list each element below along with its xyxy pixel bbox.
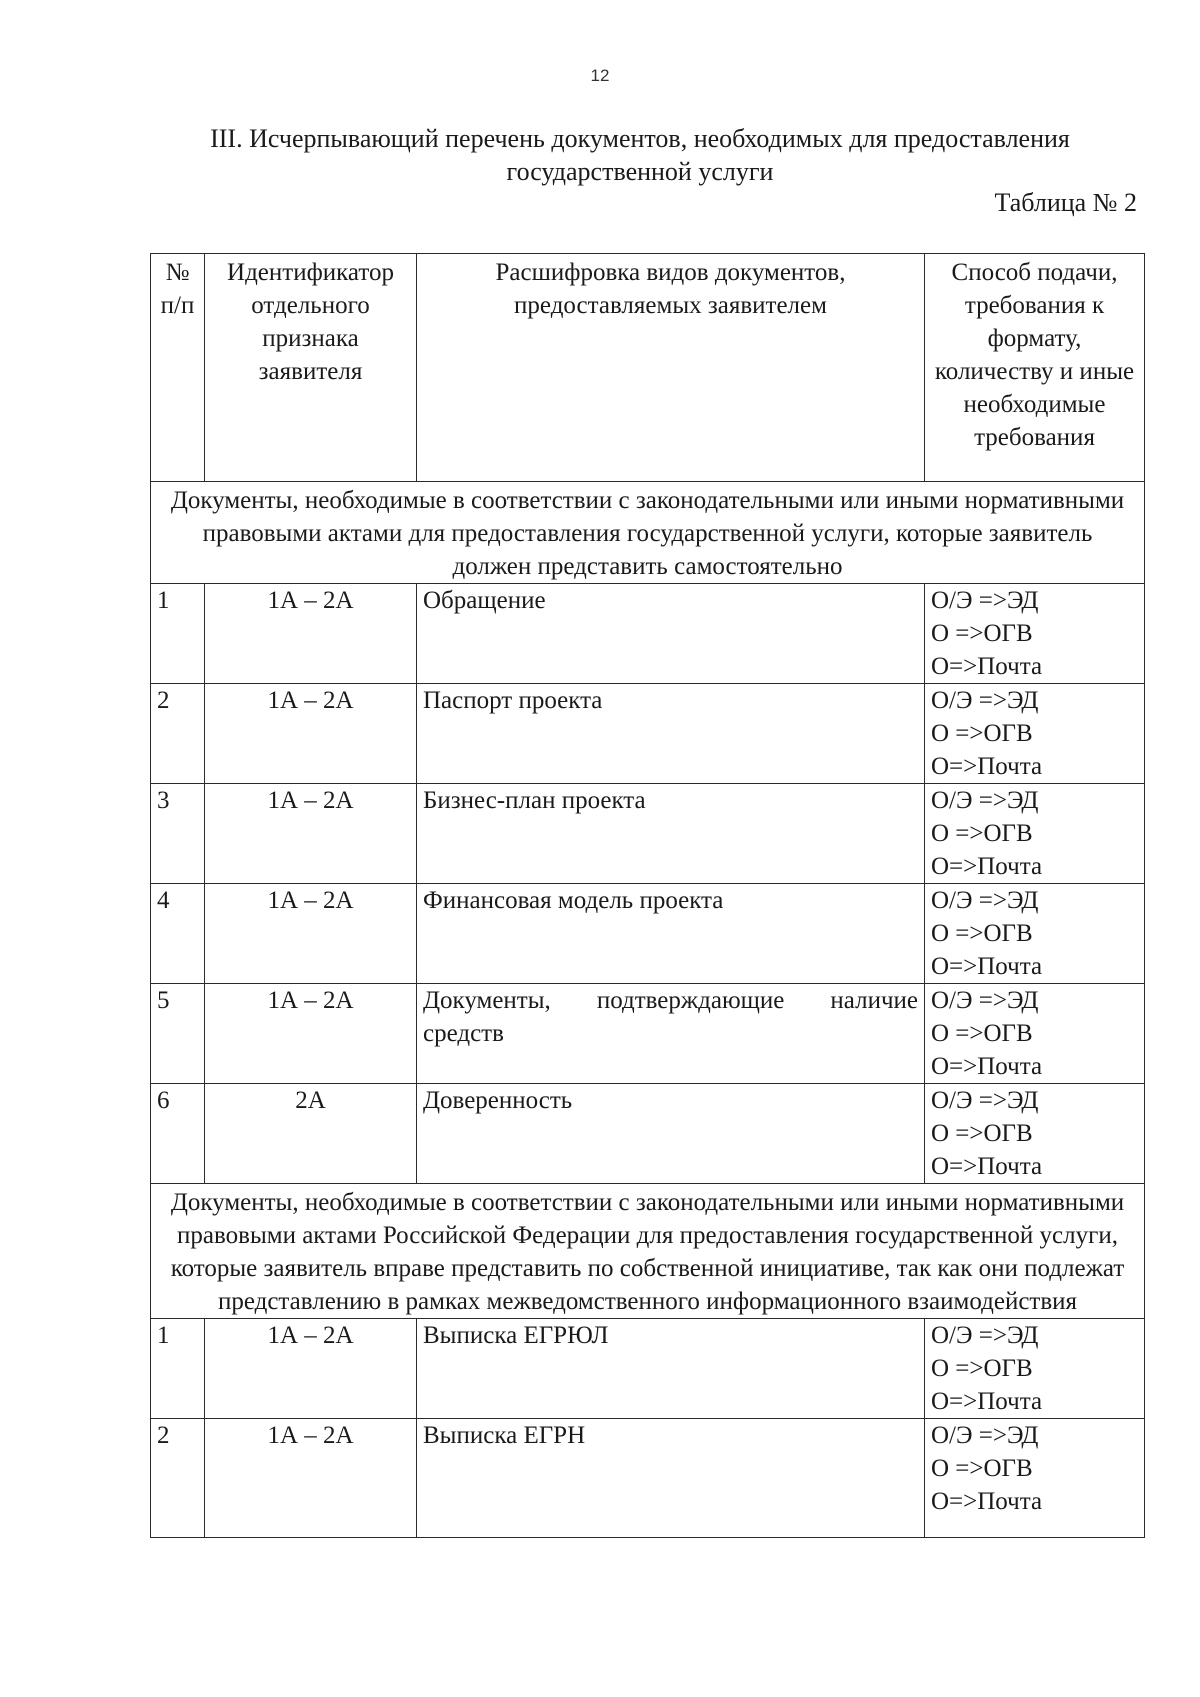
row-identifier: 1А – 2А — [205, 784, 417, 884]
table-row — [151, 684, 1145, 784]
method-line: О=>Почта — [931, 653, 1043, 680]
section-heading: Документы, необходимые в соответствии с законодательными или иными нормативными правовыми актами Российской Федерации для предоставления государственной услуги, которые заявитель вправе представить по собственной инициативе, так как они подлежат представлению в рамках межведомственного информационного взаимодействия — [151, 1184, 1145, 1319]
page-number: 12 — [590, 66, 610, 85]
method-line: О =>ОГВ — [931, 1355, 1033, 1382]
method-line: О =>ОГВ — [931, 620, 1033, 647]
header-identifier: Идентификатор отдельного признака заявителя — [205, 254, 417, 482]
row-description: Финансовая модель проекта — [417, 884, 925, 984]
method-line: О=>Почта — [931, 1153, 1043, 1180]
row-description: Бизнес-план проекта — [417, 784, 925, 884]
row-method — [925, 1084, 1145, 1184]
method-line: О =>ОГВ — [931, 920, 1033, 947]
row-identifier: 1А – 2А — [205, 584, 417, 684]
method-line: О=>Почта — [931, 1388, 1043, 1415]
method-line: О/Э =>ЭД — [931, 1087, 1039, 1114]
row-identifier: 1А – 2А — [205, 684, 417, 784]
row-num: 6 — [151, 1084, 205, 1184]
row-method — [925, 984, 1145, 1084]
method-line: О/Э =>ЭД — [931, 687, 1039, 714]
section-title-line2: государственной услуги — [506, 157, 774, 186]
row-description: Обращение — [417, 584, 925, 684]
row-description: Паспорт проекта — [417, 684, 925, 784]
header-description: Расшифровка видов документов, предоставляемых заявителем — [417, 254, 925, 482]
method-line: О/Э =>ЭД — [931, 787, 1039, 814]
table-row — [151, 884, 1145, 984]
method-line: О=>Почта — [931, 1488, 1043, 1515]
row-num: 2 — [151, 684, 205, 784]
row-identifier: 2А — [205, 1084, 417, 1184]
method-line: О/Э =>ЭД — [931, 1322, 1039, 1349]
table-caption: Таблица № 2 — [994, 188, 1137, 217]
row-method — [925, 684, 1145, 784]
row-method — [925, 1319, 1145, 1419]
method-line: О/Э =>ЭД — [931, 887, 1039, 914]
row-identifier: 1А – 2А — [205, 984, 417, 1084]
method-line: О =>ОГВ — [931, 1020, 1033, 1047]
method-line: О/Э =>ЭД — [931, 987, 1039, 1014]
table-row — [151, 1319, 1145, 1419]
section-row-mandatory — [151, 482, 1145, 584]
row-method — [925, 1419, 1145, 1538]
row-identifier: 1А – 2А — [205, 884, 417, 984]
row-num: 5 — [151, 984, 205, 1084]
section-row-optional — [151, 1184, 1145, 1319]
row-num: 1 — [151, 1319, 205, 1419]
method-line: О =>ОГВ — [931, 1120, 1033, 1147]
table-row — [151, 584, 1145, 684]
table-header-row — [151, 254, 1145, 482]
row-identifier: 1А – 2А — [205, 1319, 417, 1419]
table-row — [151, 1084, 1145, 1184]
row-num: 3 — [151, 784, 205, 884]
section-title — [140, 122, 1140, 188]
row-description: Документы, подтверждающие наличие средств — [417, 984, 925, 1084]
method-line: О =>ОГВ — [931, 720, 1033, 747]
header-method: Способ подачи, требования к формату, количеству и иные необходимые требования — [925, 254, 1145, 482]
method-line: О =>ОГВ — [931, 1455, 1033, 1482]
method-line: О=>Почта — [931, 853, 1043, 880]
row-num: 2 — [151, 1419, 205, 1538]
section-title-line1: III. Исчерпывающий перечень документов, необходимых для предоставления — [210, 124, 1070, 153]
row-num: 1 — [151, 584, 205, 684]
row-method — [925, 584, 1145, 684]
table-row — [151, 1419, 1145, 1538]
row-description: Выписка ЕГРН — [417, 1419, 925, 1538]
section-heading: Документы, необходимые в соответствии с законодательными или иными нормативными правовыми актами для предоставления государственной услуги, которые заявитель должен представить самостоятельно — [151, 482, 1145, 584]
header-num: № п/п — [151, 254, 205, 482]
table-row — [151, 984, 1145, 1084]
documents-table — [150, 253, 1145, 1538]
method-line: О/Э =>ЭД — [931, 1422, 1039, 1449]
method-line: О/Э =>ЭД — [931, 587, 1039, 614]
row-identifier: 1А – 2А — [205, 1419, 417, 1538]
table-row — [151, 784, 1145, 884]
row-num: 4 — [151, 884, 205, 984]
method-line: О =>ОГВ — [931, 820, 1033, 847]
row-description: Доверенность — [417, 1084, 925, 1184]
row-description: Выписка ЕГРЮЛ — [417, 1319, 925, 1419]
row-method — [925, 884, 1145, 984]
row-method — [925, 784, 1145, 884]
method-line: О=>Почта — [931, 753, 1043, 780]
method-line: О=>Почта — [931, 953, 1043, 980]
method-line: О=>Почта — [931, 1053, 1043, 1080]
